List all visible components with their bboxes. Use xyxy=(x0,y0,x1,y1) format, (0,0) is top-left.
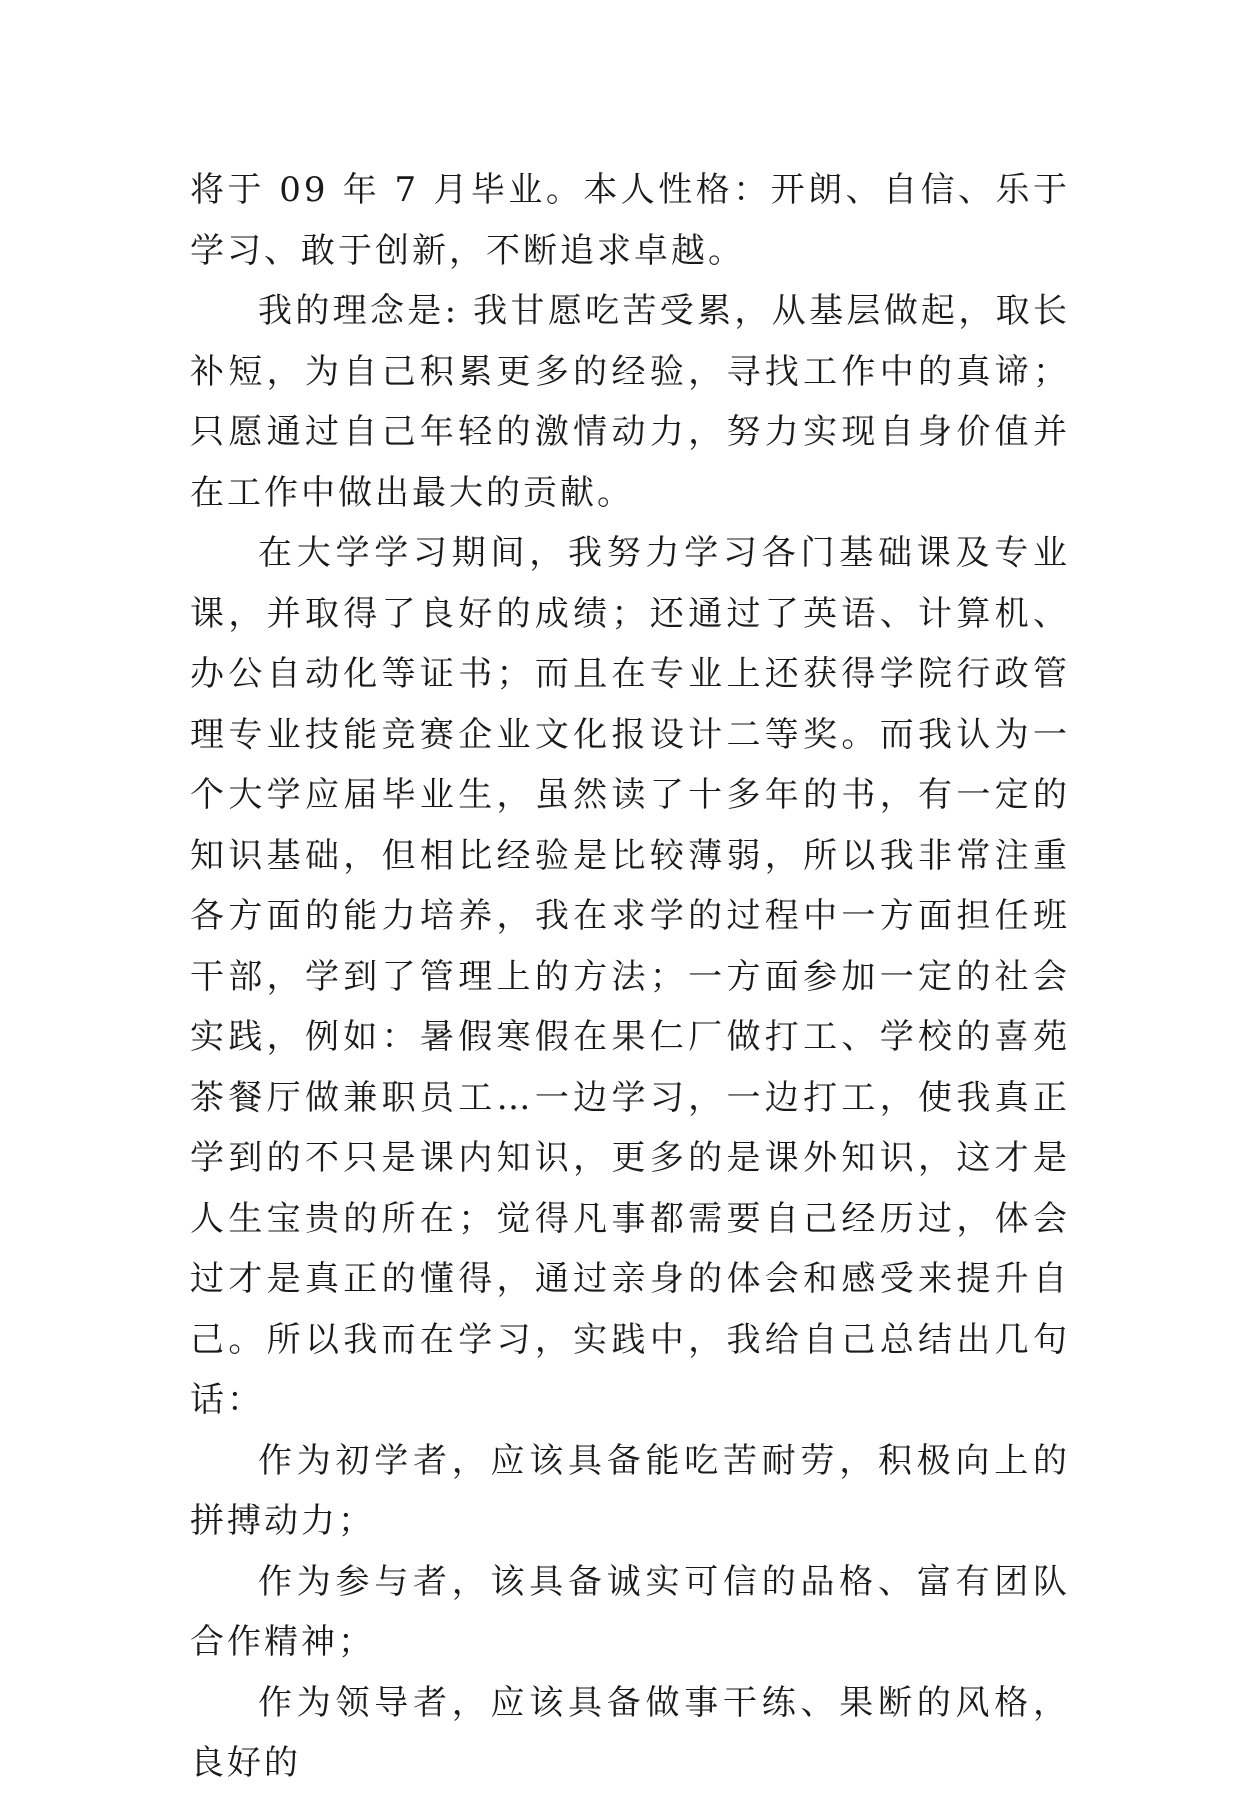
paragraph-as-beginner: 作为初学者，应该具备能吃苦耐劳，积极向上的拼搏动力； xyxy=(190,1440,1070,1541)
paragraph-university-experience: 在大学学习期间，我努力学习各门基础课及专业课，并取得了良好的成绩；还通过了英语、计算机、办公自动化等证书；而且在专业上还获得学院行政管理专业技能竞赛企业文化报设计二等奖。而我认为一个大学应届毕业生，虽然读了十多年的书，有一定的知识基础，但相比经验是比较薄弱，所以我非常注重各方面的能力培养，我在求学的过程中一方面担任班干部，学到了管理上的方法；一方面参加一定的社会实践，例如：暑假寒假在果仁厂做打工、学校的喜苑茶餐厅做兼职员工…一边学习，一边打工，使我真正学到的不只是课内知识，更多的是课外知识，这才是人生宝贵的所在；觉得凡事都需要自己经历过，体会过才是真正的懂得，通过亲身的体会和感受来提升自己。所以我而在学习，实践中，我给自己总结出几句话： xyxy=(190,533,1070,1420)
paragraph-as-participant: 作为参与者，该具备诚实可信的品格、富有团队合作精神； xyxy=(190,1561,1070,1662)
paragraph-graduation: 将于 09 年 7 月毕业。本人性格：开朗、自信、乐于学习、敢于创新，不断追求卓越。 xyxy=(190,170,1070,271)
document-body xyxy=(190,160,1070,1794)
paragraph-as-leader: 作为领导者，应该具备做事干练、果断的风格，良好的 xyxy=(190,1682,1070,1783)
paragraph-philosophy: 我的理念是: 我甘愿吃苦受累，从基层做起，取长补短，为自己积累更多的经验，寻找工作中的真谛；只愿通过自己年轻的激情动力，努力实现自身价值并在工作中做出最大的贡献。 xyxy=(190,291,1070,513)
